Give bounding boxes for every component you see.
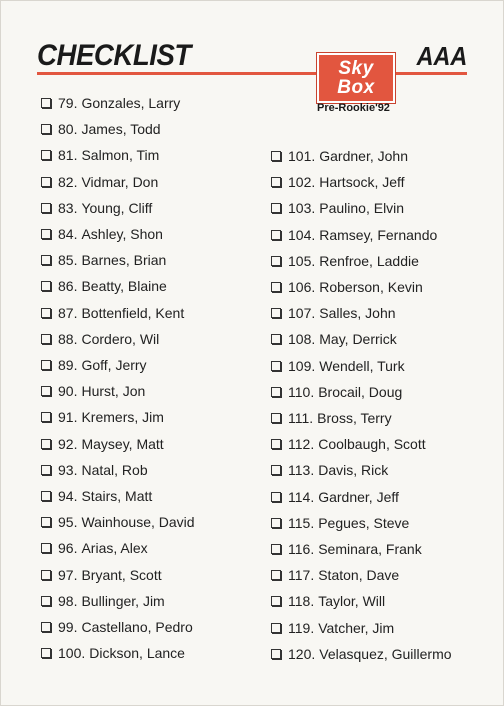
player-name: Ashley, Shon	[81, 226, 163, 242]
player-name: Coolbaugh, Scott	[318, 436, 426, 453]
skybox-logo	[317, 53, 395, 103]
player-name: Velasquez, Guillermo	[319, 645, 452, 662]
checklist-item	[271, 591, 385, 611]
checklist-item	[41, 355, 147, 375]
card-number: 120.	[288, 645, 316, 662]
player-name: Vidmar, Don	[81, 173, 159, 190]
checkbox[interactable]	[41, 98, 51, 108]
card-number: 111.	[288, 410, 314, 426]
card-number: 99.	[58, 619, 78, 635]
checklist-item	[41, 329, 159, 349]
player-name: Ramsey, Fernando	[319, 226, 438, 243]
card-number: 117.	[288, 567, 315, 584]
checklist-item	[41, 591, 165, 611]
card-number: 108.	[288, 331, 316, 348]
player-name: Wendell, Turk	[319, 357, 405, 374]
card-number: 85.	[58, 252, 78, 269]
checklist-item	[41, 538, 148, 558]
player-name: Cordero, Wil	[81, 330, 160, 347]
checkbox[interactable]	[271, 308, 281, 318]
checklist-item	[41, 145, 159, 165]
player-name: Arias, Alex	[81, 540, 148, 557]
checklist-item	[271, 382, 402, 402]
player-name: Vatcher, Jim	[318, 619, 395, 636]
checkbox[interactable]	[271, 518, 281, 528]
card-number: 116.	[288, 541, 315, 557]
card-number: 98.	[58, 592, 78, 609]
player-name: Young, Cliff	[81, 199, 153, 216]
checkbox[interactable]	[41, 596, 51, 606]
checklist-item	[41, 119, 161, 139]
card-number: 93.	[58, 461, 78, 478]
card-number: 102.	[288, 174, 316, 191]
checklist-item	[271, 198, 404, 218]
player-name: Staton, Dave	[318, 567, 400, 584]
checklist-item	[41, 643, 185, 663]
card-number: 81.	[58, 147, 78, 164]
card-number: 118.	[288, 593, 315, 610]
card-number: 80.	[58, 121, 78, 138]
checklist-item	[271, 277, 423, 297]
checklist-item	[41, 250, 166, 270]
player-name: Dickson, Lance	[89, 645, 185, 662]
checkbox[interactable]	[271, 151, 281, 161]
player-name: Hartsock, Jeff	[319, 174, 405, 191]
card-number: 100.	[58, 645, 86, 662]
checklist-item	[271, 251, 419, 271]
player-name: May, Derrick	[319, 331, 397, 348]
checkbox[interactable]	[271, 570, 281, 580]
checkbox[interactable]	[41, 439, 51, 449]
card-number: 104.	[288, 226, 316, 243]
checkbox[interactable]	[271, 413, 281, 423]
set-subtitle: Pre-Rookie'92	[317, 102, 390, 114]
checkbox[interactable]	[271, 177, 281, 187]
checklist-item	[271, 225, 437, 245]
player-name: Roberson, Kevin	[319, 279, 423, 295]
card-number: 83.	[58, 199, 78, 216]
card-number: 91.	[58, 409, 78, 426]
checkbox[interactable]	[271, 334, 281, 344]
checklist-item	[41, 486, 152, 506]
checklist-item	[271, 539, 422, 559]
checkbox[interactable]	[271, 623, 281, 633]
card-number: 110.	[288, 383, 315, 400]
checklist-item	[271, 356, 405, 376]
checkbox[interactable]	[271, 465, 281, 475]
checkbox[interactable]	[41, 203, 51, 213]
checkbox[interactable]	[41, 491, 51, 501]
checklist-item	[271, 172, 405, 192]
player-name: James, Todd	[81, 121, 161, 138]
checklist-item	[271, 460, 388, 480]
player-name: Barnes, Brian	[81, 252, 167, 269]
checklist-item	[271, 618, 394, 638]
checkbox[interactable]	[41, 124, 51, 134]
checklist-item	[41, 512, 195, 532]
checklist-item	[41, 303, 184, 323]
player-name: Brocail, Doug	[318, 383, 403, 400]
player-name: Kremers, Jim	[81, 409, 164, 426]
card-number: 115.	[288, 514, 315, 531]
player-name: Renfroe, Laddie	[319, 252, 419, 269]
player-name: Davis, Rick	[318, 462, 389, 479]
checklist-item	[271, 329, 397, 349]
player-name: Taylor, Will	[318, 593, 386, 610]
checklist-item	[41, 565, 162, 585]
checkbox[interactable]	[271, 387, 281, 397]
checklist-item	[41, 617, 193, 637]
card-number: 97.	[58, 566, 78, 583]
card-number: 105.	[288, 252, 316, 269]
checkbox[interactable]	[41, 386, 51, 396]
player-name: Seminara, Frank	[318, 541, 422, 557]
card-number: 107.	[288, 305, 316, 322]
checklist-item	[41, 198, 152, 218]
checkbox[interactable]	[271, 439, 281, 449]
card-number: 119.	[288, 619, 315, 636]
checklist-item	[41, 381, 145, 401]
checklist-item	[41, 224, 163, 244]
player-name: Gonzales, Larry	[81, 95, 181, 111]
checkbox[interactable]	[41, 281, 51, 291]
checklist-item	[41, 93, 180, 113]
player-name: Wainhouse, David	[81, 514, 195, 531]
card-number: 95.	[58, 514, 78, 531]
checkbox[interactable]	[271, 596, 281, 606]
checklist-item	[41, 172, 158, 192]
series-label: AAA	[416, 41, 467, 71]
checkbox[interactable]	[41, 308, 51, 318]
checkbox[interactable]	[41, 412, 51, 422]
player-name: Bross, Terry	[317, 410, 392, 426]
checkbox[interactable]	[41, 622, 51, 632]
checkbox[interactable]	[41, 255, 51, 265]
card-number: 112.	[288, 436, 315, 453]
checkbox[interactable]	[41, 150, 51, 160]
checkbox[interactable]	[41, 517, 51, 527]
player-name: Pegues, Steve	[318, 514, 410, 531]
checkbox[interactable]	[41, 177, 51, 187]
checkbox[interactable]	[41, 465, 51, 475]
checkbox[interactable]	[271, 230, 281, 240]
logo-bottom-text: Box	[337, 77, 375, 98]
checklist-item	[271, 408, 392, 428]
card-number: 109.	[288, 357, 316, 374]
player-name: Maysey, Matt	[81, 435, 164, 452]
checklist-item	[41, 407, 164, 427]
checklist-item	[271, 434, 426, 454]
checklist-item	[271, 513, 409, 533]
checkbox[interactable]	[41, 334, 51, 344]
checkbox[interactable]	[271, 544, 281, 554]
player-name: Beatty, Blaine	[81, 278, 167, 295]
player-name: Goff, Jerry	[81, 357, 147, 373]
checklist-item	[271, 487, 399, 507]
checkbox[interactable]	[271, 203, 281, 213]
player-name: Bryant, Scott	[81, 566, 162, 583]
checklist-item	[271, 146, 408, 166]
checkbox[interactable]	[271, 649, 281, 659]
card-number: 114.	[288, 488, 315, 505]
card-number: 87.	[58, 304, 78, 321]
page-title: CHECKLIST	[37, 39, 191, 72]
player-name: Stairs, Matt	[81, 488, 153, 504]
checkbox[interactable]	[271, 282, 281, 292]
card-number: 92.	[58, 435, 78, 452]
card-number: 88.	[58, 330, 78, 347]
checklist-item	[271, 644, 452, 664]
player-name: Bullinger, Jim	[81, 592, 165, 609]
checkbox[interactable]	[271, 256, 281, 266]
player-name: Gardner, John	[319, 148, 408, 164]
checklist-item	[271, 303, 396, 323]
checkbox[interactable]	[41, 543, 51, 553]
player-name: Castellano, Pedro	[81, 619, 193, 635]
logo-top-text: Sky	[338, 58, 374, 79]
player-name: Hurst, Jon	[81, 383, 146, 400]
checklist-item	[271, 565, 399, 585]
checklist-item	[41, 434, 164, 454]
card-number: 96.	[58, 540, 78, 557]
checkbox[interactable]	[271, 492, 281, 502]
player-name: Salles, John	[319, 305, 396, 322]
checkbox[interactable]	[41, 570, 51, 580]
card-number: 89.	[58, 357, 78, 373]
header-rule	[37, 72, 467, 75]
player-name: Salmon, Tim	[81, 147, 160, 164]
checkbox[interactable]	[41, 648, 51, 658]
checkbox[interactable]	[271, 361, 281, 371]
player-name: Gardner, Jeff	[318, 488, 399, 505]
card-number: 113.	[288, 462, 315, 479]
checkbox[interactable]	[41, 360, 51, 370]
checkbox[interactable]	[41, 229, 51, 239]
card-number: 106.	[288, 279, 316, 295]
card-number: 86.	[58, 278, 78, 295]
card-number: 84.	[58, 226, 78, 242]
player-name: Natal, Rob	[81, 461, 148, 478]
card-number: 103.	[288, 200, 316, 217]
checklist-item	[41, 276, 167, 296]
checklist-item	[41, 460, 148, 480]
card-number: 82.	[58, 173, 78, 190]
card-number: 101.	[288, 148, 316, 164]
card-number: 90.	[58, 383, 78, 400]
card-number: 94.	[58, 488, 78, 504]
player-name: Paulino, Elvin	[319, 200, 405, 217]
card-number: 79.	[58, 95, 78, 111]
player-name: Bottenfield, Kent	[81, 304, 185, 321]
